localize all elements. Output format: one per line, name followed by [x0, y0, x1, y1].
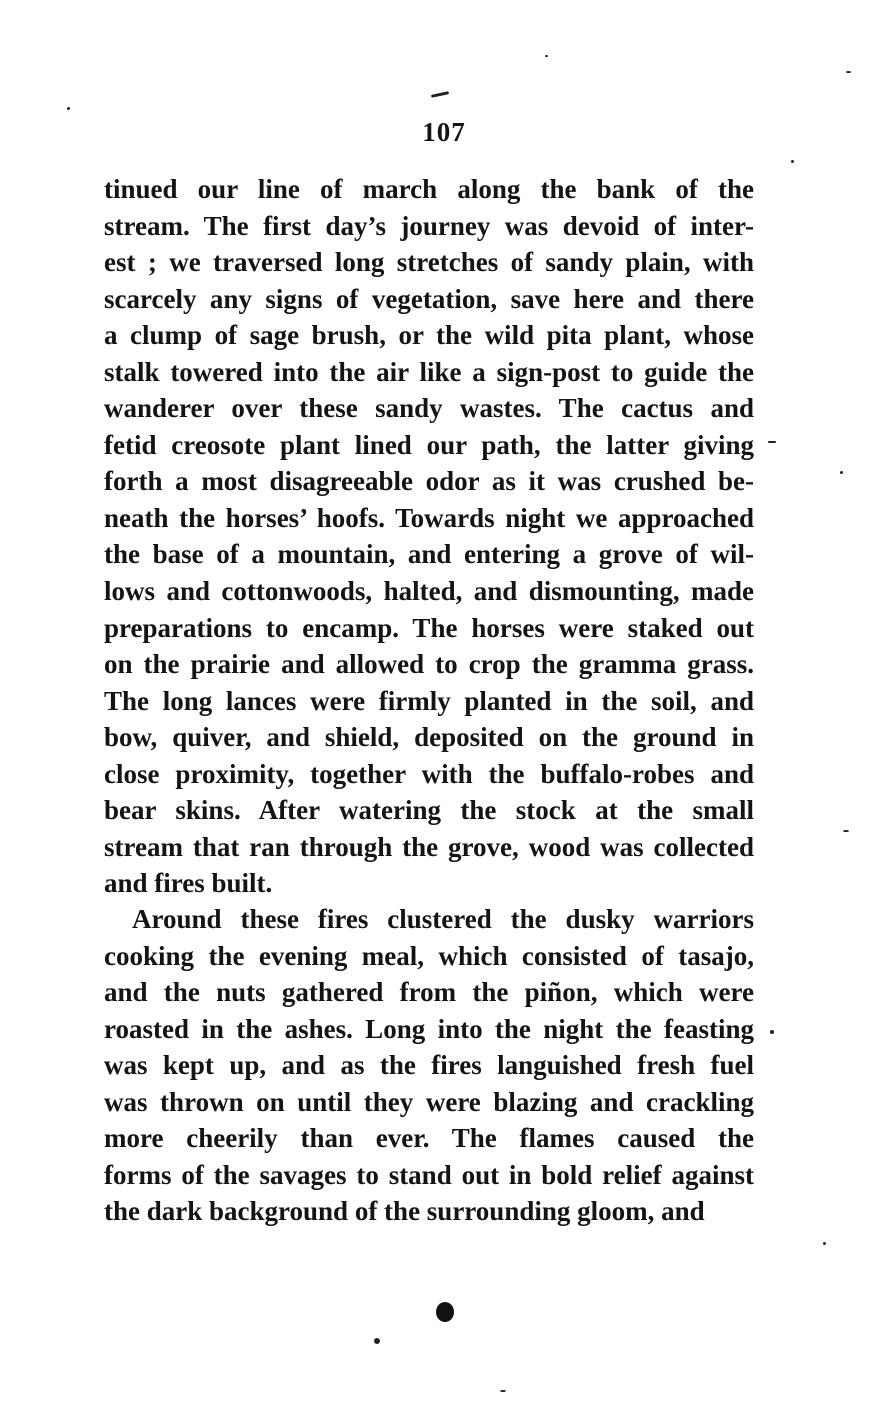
text-line: stream that ran through the grove, wood was collected: [104, 831, 754, 862]
text-line: on the prairie and allowed to crop the gramma grass.: [104, 649, 754, 680]
scan-speck: [545, 55, 548, 57]
text-line: the dark background of the surrounding gloom, and: [104, 1196, 705, 1227]
text-line: lows and cottonwoods, halted, and dismounting, made: [104, 576, 754, 607]
scan-speck: [431, 91, 449, 98]
text-line: forms of the savages to stand out in bold relief against: [104, 1159, 754, 1190]
paragraph-1: [104, 171, 754, 902]
scan-speck: [374, 1338, 380, 1344]
scan-speck: [500, 1390, 506, 1392]
text-line: tinued our line of march along the bank of the: [104, 174, 754, 204]
text-line: close proximity, together with the buffalo-robes and: [104, 758, 754, 789]
paragraph-2: [104, 901, 754, 1230]
text-line: stalk towered into the air like a sign-post to guide the: [104, 356, 754, 387]
scan-speck: [791, 160, 794, 163]
text-line: fetid creosote plant lined our path, the latter giving: [104, 429, 754, 460]
text-line: neath the horses’ hoofs. Towards night we approached: [104, 502, 754, 533]
text-line: was kept up, and as the fires languished fresh fuel: [104, 1050, 754, 1081]
text-line: preparations to encamp. The horses were staked out: [104, 612, 754, 643]
text-line: and the nuts gathered from the piñon, which were: [104, 977, 754, 1008]
text-line: est ; we traversed long stretches of sandy plain, with: [104, 247, 754, 278]
text-line: a clump of sage brush, or the wild pita plant, whose: [104, 320, 754, 351]
text-line: wanderer over these sandy wastes. The cactus and: [104, 393, 754, 424]
scan-speck: [840, 471, 843, 474]
scan-speck: [768, 441, 776, 443]
scan-speck: [823, 1242, 826, 1245]
scan-speck: [67, 107, 70, 110]
text-line: roasted in the ashes. Long into the night the feasting: [104, 1013, 754, 1044]
page-number: 107: [422, 117, 466, 147]
text-line: cooking the evening meal, which consisted of tasajo,: [104, 940, 754, 971]
scan-speck: [846, 71, 851, 73]
text-line: Around these fires clustered the dusky warriors: [132, 904, 754, 934]
ink-blot: [436, 1302, 454, 1322]
scan-speck: [770, 1030, 774, 1034]
text-line: was thrown on until they were blazing and crackling: [104, 1086, 754, 1117]
text-line: The long lances were firmly planted in the soil, and: [104, 685, 754, 716]
text-line: stream. The first day’s journey was devoid of inter-: [104, 210, 754, 241]
text-line: the base of a mountain, and entering a grove of wil-: [104, 539, 754, 570]
text-line: and fires built.: [104, 868, 273, 899]
text-line: more cheerily than ever. The flames caused the: [104, 1123, 754, 1154]
text-line: scarcely any signs of vegetation, save here and there: [104, 283, 754, 314]
scan-speck: [843, 830, 849, 832]
text-line: bow, quiver, and shield, deposited on the ground in: [104, 722, 754, 753]
text-line: forth a most disagreeable odor as it was crushed be-: [104, 466, 754, 497]
text-line: bear skins. After watering the stock at the small: [104, 795, 754, 826]
